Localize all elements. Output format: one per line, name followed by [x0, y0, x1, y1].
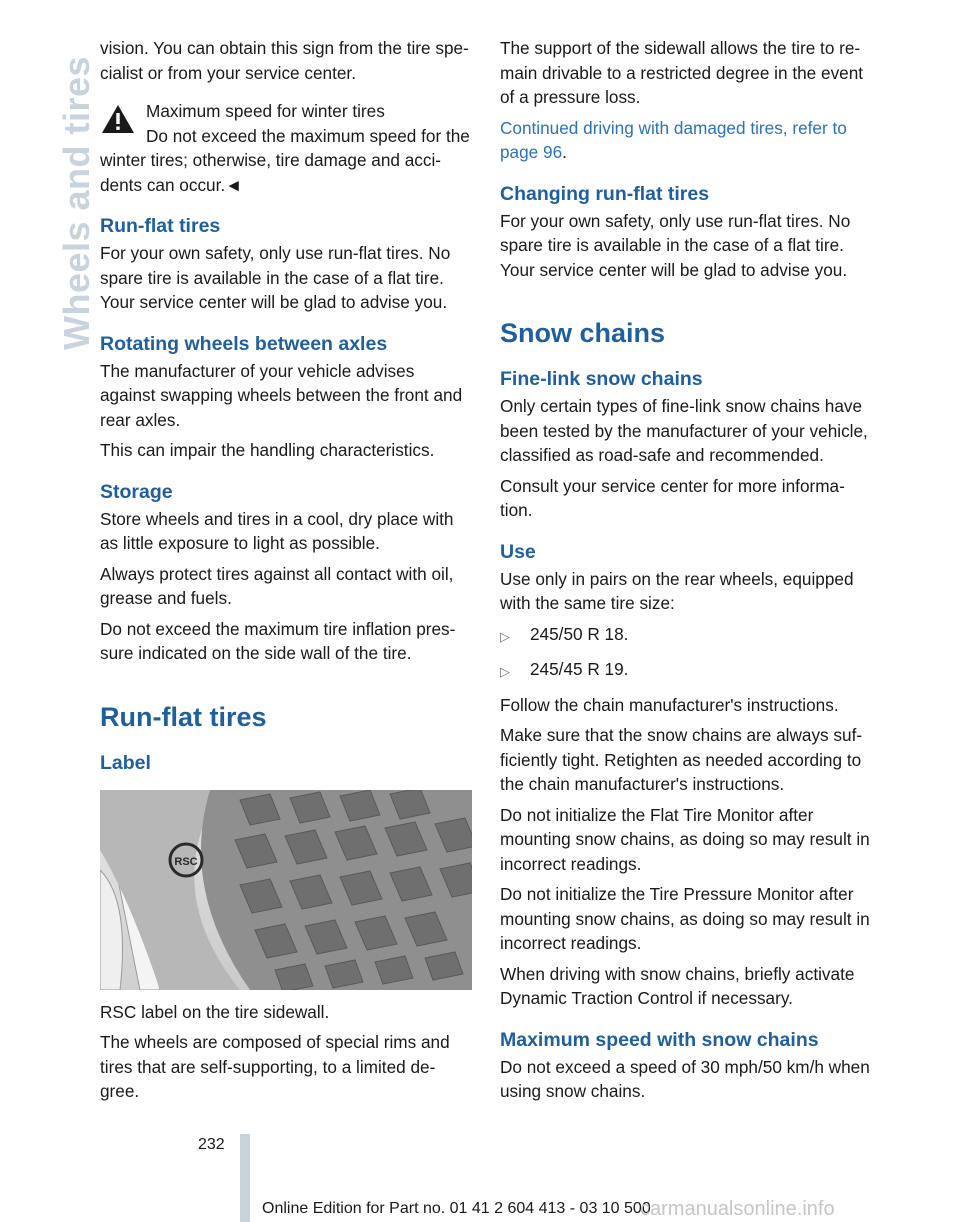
section-heading-runflat: Run-flat tires [100, 701, 267, 732]
use-text-3: Make sure that the snow chains are always suf-ficiently tight. Retighten as needed according to the chain manufacturer's instructions. [500, 725, 863, 794]
use-text-5: Do not initialize the Tire Pressure Monitor after mounting snow chains, as doing so may result in incorrect readings. [500, 884, 870, 953]
storage-heading: Storage [100, 480, 173, 503]
use-text-6: When driving with snow chains, briefly activate Dynamic Traction Control if necessary. [500, 963, 855, 1008]
list-item [500, 657, 876, 685]
fine-link-heading: Fine-link snow chains [500, 368, 703, 390]
warning-body: Do not exceed the maximum speed for the winter tires; otherwise, tire damage and acci-dents can occur.◄ [100, 125, 470, 195]
tire-size-item: 245/45 R 19. [530, 659, 629, 679]
storage-text-2: Always protect tires against all contact with oil, grease and fuels. [100, 563, 454, 608]
runflat-text: For your own safety, only use run-flat tires. No spare tire is available in the case of a flat tire. Your service center will be glad to advise you. [100, 243, 451, 312]
use-text: Use only in pairs on the rear wheels, equipped with the same tire size: [500, 568, 854, 613]
list-item [500, 622, 876, 650]
page-number: 232 [198, 1136, 225, 1153]
changing-heading: Changing run-flat tires [500, 182, 710, 205]
snow-chains-heading: Snow chains [500, 318, 666, 348]
sidewall-support-text: The support of the sidewall allows the tire to re-main drivable to a restricted degree in the event of a pressure loss. [500, 38, 864, 107]
storage-text-3: Do not exceed the maximum tire inflation pres-sure indicated on the side wall of the tire. [100, 618, 456, 663]
damaged-tires-link[interactable]: Continued driving with damaged tires, refer to page 96 [500, 117, 847, 162]
chapter-sidebar-title [0, 40, 97, 360]
use-text-4: Do not initialize the Flat Tire Monitor after mounting snow chains, as doing so may result in incorrect readings. [500, 804, 870, 874]
chapter-title-text: Wheels and tires [56, 55, 97, 350]
use-text-2: Follow the chain manufacturer's instructions. [500, 694, 839, 715]
footer-accent-bar [240, 1134, 250, 1222]
runflat-heading: Run-flat tires [100, 215, 221, 237]
figure-caption: RSC label on the tire sidewall. [100, 1001, 330, 1022]
bullet-arrow-icon: ▷ [500, 628, 510, 644]
runflat-description: The wheels are composed of special rims and tires that are self-supporting, to a limited de-gree. [100, 1032, 450, 1101]
footer-edition-text: Online Edition for Part no. 01 41 2 604 413 - 03 10 500 [262, 1200, 651, 1217]
label-heading: Label [100, 751, 151, 774]
left-column [100, 36, 472, 1110]
right-column [500, 36, 876, 1110]
damaged-tires-reference [500, 116, 876, 165]
rotating-text-2: This can impair the handling characteristics. [100, 440, 435, 460]
warning-title: Maximum speed for winter tires [146, 101, 385, 121]
intro-paragraph: vision. You can obtain this sign from the tire spe-cialist or from your service center. [100, 38, 469, 83]
changing-text: For your own safety, only use run-flat tires. No spare tire is available in the case of a flat tire. Your service center will be glad to advise you. [500, 210, 851, 280]
tire-size-list [500, 622, 876, 685]
fine-link-text-2: Consult your service center for more informa-tion. [500, 475, 845, 520]
max-speed-text: Do not exceed a speed of 30 mph/50 km/h when using snow chains. [500, 1056, 870, 1101]
storage-text-1: Store wheels and tires in a cool, dry place with as little exposure to light as possible. [100, 508, 454, 553]
fine-link-text-1: Only certain types of fine-link snow chains have been tested by the manufacturer of your vehicle, classified as road-safe and recommended. [500, 396, 868, 465]
rotating-heading: Rotating wheels between axles [100, 332, 388, 355]
watermark: carmanualsonline.info [640, 1198, 835, 1220]
tire-sidewall-figure [100, 790, 472, 990]
use-heading: Use [500, 540, 536, 563]
tire-illustration [100, 790, 472, 990]
warning-triangle-icon [100, 103, 136, 135]
rsc-badge-text: RSC [174, 855, 198, 868]
tire-size-item: 245/50 R 18. [530, 623, 629, 644]
rotating-text-1: The manufacturer of your vehicle advises against swapping wheels between the front and rear axles. [100, 360, 463, 430]
warning-note [100, 99, 472, 197]
reference-period: . [562, 142, 567, 162]
bullet-arrow-icon: ▷ [500, 664, 510, 679]
max-speed-heading: Maximum speed with snow chains [500, 1028, 819, 1051]
